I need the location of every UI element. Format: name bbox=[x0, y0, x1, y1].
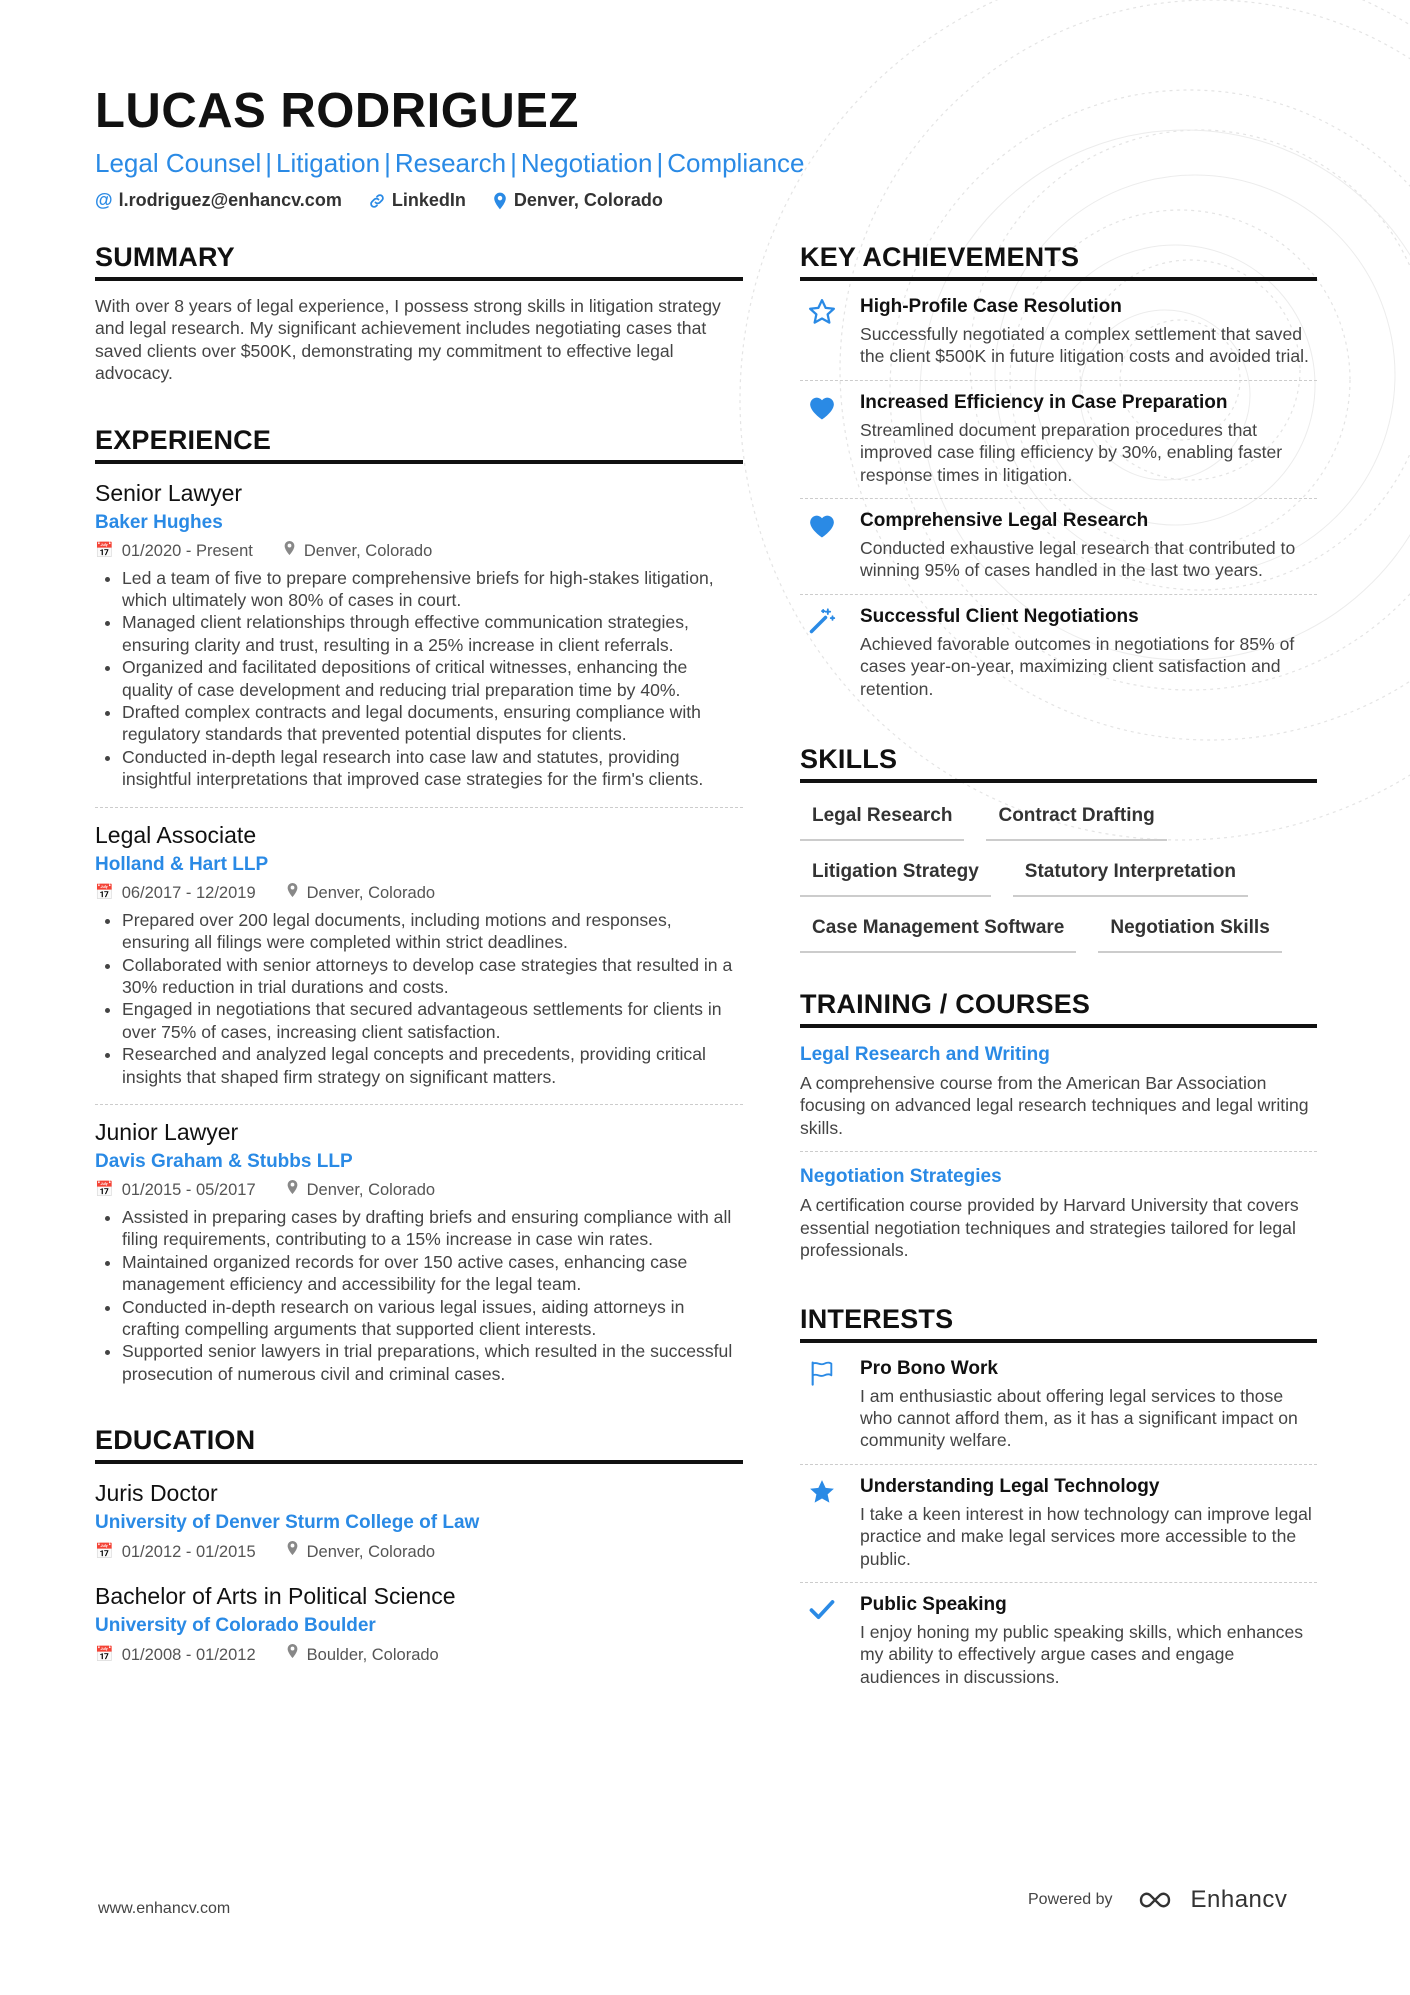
interest-desc: I enjoy honing my public speaking skills, which enhances my ability to effectively argue cases and engage audiences in discussions. bbox=[860, 1621, 1304, 1687]
experience-entry bbox=[95, 1117, 743, 1393]
skills-section bbox=[800, 742, 1317, 953]
achievement-title: Comprehensive Legal Research bbox=[860, 510, 1149, 532]
interest-item bbox=[800, 1347, 1317, 1464]
job-dates: 01/2015 - 05/2017 bbox=[121, 1181, 256, 1200]
footer-branding bbox=[1028, 1886, 1287, 1914]
course-desc: A certification course provided by Harvard University that covers essential negotiation techniques and strategies tailored for legal professionals. bbox=[800, 1195, 1299, 1261]
bullet-item: • Conducted in-depth legal research into case law and statutes, providing insightful interpretations that improved case strategies for the firm's clients. bbox=[122, 746, 743, 791]
job-bullets bbox=[95, 909, 743, 1088]
left-column bbox=[95, 240, 743, 1674]
headline-item: Litigation bbox=[276, 148, 381, 178]
at-icon: @ bbox=[95, 190, 113, 210]
entry-divider bbox=[95, 807, 743, 808]
location-contact bbox=[492, 190, 663, 211]
candidate-name: LUCAS RODRIGUEZ bbox=[95, 84, 579, 138]
course-title: Negotiation Strategies bbox=[800, 1166, 1002, 1188]
bullet-item: • Managed client relationships through effective communication strategies, ensuring clarity and trust, resulting in a 25% increase in client referrals. bbox=[122, 611, 743, 656]
education-dates: 01/2012 - 01/2015 bbox=[121, 1542, 256, 1561]
job-bullets bbox=[95, 567, 743, 791]
skill-tag: Legal Research bbox=[800, 803, 964, 841]
bullet-item: • Collaborated with senior attorneys to develop case strategies that resulted in a 30% reduction in trial durations and costs. bbox=[122, 954, 743, 999]
company-name: Davis Graham & Stubbs LLP bbox=[95, 1150, 353, 1172]
location-pin-icon bbox=[286, 882, 299, 905]
resume-page bbox=[95, 80, 1317, 1687]
course-item bbox=[800, 1042, 1317, 1151]
footer-website[interactable]: www.enhancv.com bbox=[98, 1900, 231, 1917]
achievement-desc: Streamlined document preparation procedures that improved case filing efficiency by 30%, enabling faster response times in litigation. bbox=[860, 419, 1283, 485]
bullet-item: • Engaged in negotiations that secured advantageous settlements for clients in over 75% of cases, increasing client satisfaction. bbox=[122, 998, 743, 1043]
bullet-item: • Prepared over 200 legal documents, including motions and responses, ensuring all filings were completed within strict deadlines. bbox=[122, 909, 743, 954]
school-name: University of Colorado Boulder bbox=[95, 1615, 376, 1637]
achievement-item bbox=[800, 285, 1317, 380]
education-entry bbox=[95, 1478, 743, 1581]
heart-icon bbox=[800, 391, 844, 486]
location-pin-icon bbox=[286, 1179, 299, 1202]
location-pin-icon bbox=[286, 1643, 299, 1666]
skill-tag: Statutory Interpretation bbox=[1013, 859, 1248, 897]
summary-text: With over 8 years of legal experience, I possess strong skills in litigation strategy and legal research. My significant achievement includes negotiating cases that saved clients over $500K, demonstrating my commitment to effective legal advocacy. bbox=[95, 296, 721, 384]
bullet-item: • Led a team of five to prepare comprehensive briefs for high-stakes litigation, which ultimately won 80% of cases in court. bbox=[122, 567, 743, 612]
course-title: Legal Research and Writing bbox=[800, 1044, 1050, 1066]
bullet-item: • Drafted complex contracts and legal documents, ensuring compliance with regulatory standards that prevented potential disputes for clients. bbox=[122, 701, 743, 746]
education-section bbox=[95, 1423, 743, 1674]
skill-tag: Contract Drafting bbox=[986, 803, 1166, 841]
enhancv-logo-text: Enhancv bbox=[1190, 1886, 1288, 1913]
education-meta bbox=[95, 1540, 743, 1563]
job-title: Legal Associate bbox=[95, 821, 257, 848]
bullet-item: • Organized and facilitated depositions of critical witnesses, enhancing the quality of case development and reducing trial preparation time by 40%. bbox=[122, 656, 743, 701]
job-dates: 06/2017 - 12/2019 bbox=[121, 884, 256, 903]
section-title: TRAINING / COURSES bbox=[800, 987, 1317, 1028]
achievement-title: Increased Efficiency in Case Preparation bbox=[860, 391, 1228, 413]
job-location: Denver, Colorado bbox=[306, 884, 436, 903]
education-meta bbox=[95, 1643, 743, 1666]
achievement-title: High-Profile Case Resolution bbox=[860, 296, 1122, 317]
experience-entry bbox=[95, 820, 743, 1096]
location-pin-icon bbox=[283, 540, 296, 563]
section-title: SUMMARY bbox=[95, 240, 743, 281]
skills-list bbox=[800, 803, 1317, 953]
email-contact[interactable] bbox=[95, 190, 342, 211]
education-dates: 01/2008 - 01/2012 bbox=[121, 1645, 256, 1664]
entry-divider bbox=[95, 1104, 743, 1105]
contact-row bbox=[95, 190, 1317, 211]
headline-item: Research bbox=[394, 148, 507, 178]
experience-entry bbox=[95, 478, 743, 799]
company-name: Baker Hughes bbox=[95, 511, 223, 533]
job-title: Junior Lawyer bbox=[95, 1118, 239, 1145]
job-meta bbox=[95, 1179, 743, 1202]
interest-title: Public Speaking bbox=[860, 1593, 1007, 1615]
enhancv-logo[interactable] bbox=[1137, 1886, 1288, 1914]
job-dates: 01/2020 - Present bbox=[121, 542, 253, 561]
school-name: University of Denver Sturm College of Law bbox=[95, 1512, 480, 1534]
location-pin-icon bbox=[286, 1540, 299, 1563]
education-location: Denver, Colorado bbox=[306, 1542, 436, 1561]
bullet-item: • Conducted in-depth research on various legal issues, aiding attorneys in crafting compelling arguments that supported client interests. bbox=[122, 1296, 743, 1341]
location-text: Denver, Colorado bbox=[513, 190, 663, 210]
headline-separator: | bbox=[384, 148, 391, 178]
job-location: Denver, Colorado bbox=[303, 542, 433, 561]
section-title: SKILLS bbox=[800, 742, 1317, 783]
section-title: EXPERIENCE bbox=[95, 423, 743, 464]
calendar-icon: 📅 bbox=[95, 1181, 114, 1199]
job-meta bbox=[95, 540, 743, 563]
course-divider bbox=[800, 1151, 1317, 1152]
achievement-item bbox=[800, 381, 1317, 498]
linkedin-text: LinkedIn bbox=[391, 190, 466, 210]
interest-desc: I take a keen interest in how technology can improve legal practice and make legal services more accessible to the public. bbox=[860, 1503, 1312, 1569]
headline-separator: | bbox=[656, 148, 664, 178]
achievements-section bbox=[800, 240, 1317, 712]
bullet-item: • Maintained organized records for over 150 active cases, enhancing case management efficiency and accessibility for the legal team. bbox=[122, 1251, 743, 1296]
education-location: Boulder, Colorado bbox=[306, 1645, 439, 1664]
star-filled-icon bbox=[800, 1475, 844, 1570]
linkedin-contact[interactable] bbox=[368, 190, 466, 211]
course-item bbox=[800, 1164, 1317, 1261]
degree-title: Bachelor of Arts in Political Science bbox=[95, 1583, 456, 1610]
skill-tag: Negotiation Skills bbox=[1098, 915, 1281, 953]
section-title: KEY ACHIEVEMENTS bbox=[800, 240, 1317, 281]
location-pin-icon bbox=[492, 192, 508, 210]
powered-by-label: Powered by bbox=[1028, 1891, 1113, 1908]
education-entry bbox=[95, 1581, 743, 1674]
section-title: EDUCATION bbox=[95, 1423, 743, 1464]
company-name: Holland & Hart LLP bbox=[95, 853, 269, 875]
achievement-desc: Achieved favorable outcomes in negotiations for 85% of cases year-on-year, maximizing client satisfaction and retention. bbox=[860, 633, 1295, 699]
right-column bbox=[800, 240, 1317, 1700]
flag-icon bbox=[800, 1357, 844, 1452]
job-meta bbox=[95, 882, 743, 905]
magic-wand-icon bbox=[800, 605, 844, 700]
job-title: Senior Lawyer bbox=[95, 479, 243, 506]
section-title: INTERESTS bbox=[800, 1302, 1317, 1343]
degree-title: Juris Doctor bbox=[95, 1480, 218, 1507]
skill-tag: Case Management Software bbox=[800, 915, 1076, 953]
headline-item: Compliance bbox=[667, 148, 805, 178]
bullet-item: • Assisted in preparing cases by drafting briefs and ensuring compliance with all filing requirements, contributing to a 15% increase in case win rates. bbox=[122, 1206, 743, 1251]
calendar-icon: 📅 bbox=[95, 1645, 114, 1663]
skill-tag: Litigation Strategy bbox=[800, 859, 991, 897]
calendar-icon: 📅 bbox=[95, 542, 114, 560]
interest-item bbox=[800, 1465, 1317, 1582]
link-icon bbox=[368, 192, 386, 210]
calendar-icon: 📅 bbox=[95, 1542, 114, 1560]
bullet-item: • Researched and analyzed legal concepts and precedents, providing critical insights that shaped firm strategy on significant matters. bbox=[122, 1043, 743, 1088]
headline bbox=[95, 146, 1317, 180]
enhancv-logo-icon bbox=[1137, 1888, 1183, 1912]
training-section bbox=[800, 987, 1317, 1261]
achievement-item bbox=[800, 595, 1317, 712]
experience-section bbox=[95, 423, 743, 1394]
summary-section bbox=[95, 240, 743, 385]
achievement-item bbox=[800, 499, 1317, 594]
interest-item bbox=[800, 1583, 1317, 1700]
email-text: l.rodriguez@enhancv.com bbox=[118, 190, 342, 210]
job-bullets bbox=[95, 1206, 743, 1385]
interest-title: Understanding Legal Technology bbox=[860, 1475, 1160, 1497]
interest-desc: I am enthusiastic about offering legal services to those who cannot afford them, as it has a significant impact on community welfare. bbox=[860, 1385, 1298, 1451]
headline-separator: | bbox=[510, 148, 517, 178]
headline-item: Legal Counsel bbox=[95, 148, 262, 178]
checkmark-icon bbox=[800, 1593, 844, 1688]
star-outline-icon bbox=[800, 295, 844, 368]
interests-section bbox=[800, 1302, 1317, 1701]
heart-icon bbox=[800, 509, 844, 582]
interest-title: Pro Bono Work bbox=[860, 1357, 998, 1379]
job-location: Denver, Colorado bbox=[306, 1181, 436, 1200]
calendar-icon: 📅 bbox=[95, 884, 114, 902]
headline-item: Negotiation bbox=[520, 148, 653, 178]
achievement-desc: Successfully negotiated a complex settlement that saved the client $500K in future litigation costs and avoided trial. bbox=[860, 324, 1309, 367]
achievement-title: Successful Client Negotiations bbox=[860, 605, 1139, 627]
headline-separator: | bbox=[265, 148, 272, 178]
achievement-desc: Conducted exhaustive legal research that contributed to winning 95% of cases handled in the last two years. bbox=[860, 538, 1296, 581]
course-desc: A comprehensive course from the American Bar Association focusing on advanced legal research techniques and legal writing skills. bbox=[800, 1073, 1309, 1138]
bullet-item: • Supported senior lawyers in trial preparations, which resulted in the successful prosecution of numerous civil and criminal cases. bbox=[122, 1340, 743, 1385]
